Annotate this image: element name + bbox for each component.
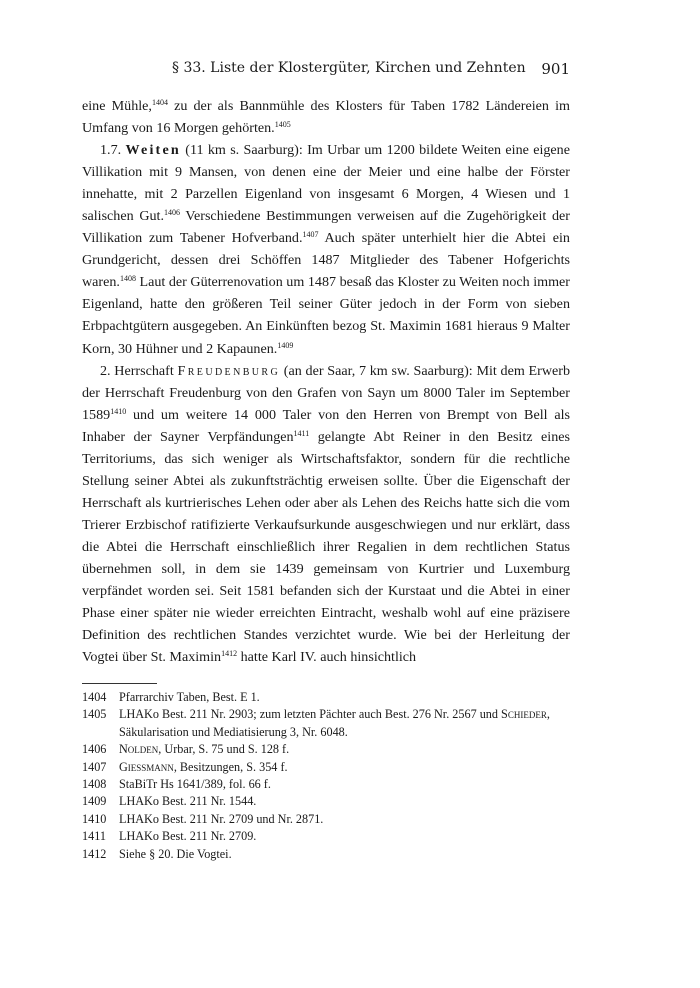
author-name: Giessmann xyxy=(119,759,174,774)
footnotes xyxy=(82,689,570,863)
author-name: Nolden xyxy=(119,742,159,757)
footnote-1406 xyxy=(82,741,570,758)
footnote-1409 xyxy=(82,793,570,810)
footnote-1410 xyxy=(82,811,570,828)
text-run: Laut der Güterrenovation um 1487 besaß das Kloster zu Weiten noch immer Eigenland, hatte den größeren Teil seiner Güter jedoch in der Form von sieben Erbpachtgütern ausgegeben. An Einkünften bezog St. Maximin 1681 hieraus 9 Malter Korn, 30 Hühner und 2 Kapaunen. xyxy=(82,274,570,357)
running-title: § 33. Liste der Klostergüter, Kirchen und Zehnten xyxy=(172,60,526,76)
text-run: hatte Karl IV. auch hinsichtlich xyxy=(237,649,417,666)
footnote-number: 1408 xyxy=(82,777,107,792)
footnote-ref[interactable]: 1408 xyxy=(119,274,136,284)
footnote-number: 1412 xyxy=(82,846,107,861)
footnote-number: 1405 xyxy=(82,707,107,722)
text-run: Verschiedene Bestimmungen verweisen auf die Zugehörigkeit der Villikation zum Tabener Hofverband. xyxy=(82,208,570,247)
footnote-ref[interactable]: 1405 xyxy=(274,120,291,130)
footnote-ref[interactable]: 1412 xyxy=(221,649,238,659)
footnote-number: 1410 xyxy=(82,811,107,826)
footnote-number: 1407 xyxy=(82,759,107,774)
footnote-number: 1409 xyxy=(82,794,107,809)
footnote-1408 xyxy=(82,776,570,793)
footnote-1412 xyxy=(82,846,570,863)
place-name-weiten: Weiten xyxy=(125,142,181,159)
section-number: 1.7. xyxy=(100,142,126,159)
text-run: eine Mühle, xyxy=(82,98,152,114)
footnote-text: LHAKo Best. 211 Nr. 1544. xyxy=(119,794,257,809)
page-number: 901 xyxy=(541,60,570,78)
section-number: 2. Herrschaft xyxy=(100,362,178,379)
footnote-number: 1406 xyxy=(82,742,107,757)
footnote-ref[interactable]: 1404 xyxy=(151,98,168,107)
footnote-text: , Besitzungen, S. 354 f. xyxy=(173,759,288,774)
footnote-ref[interactable]: 1406 xyxy=(163,208,180,218)
paragraph-freudenburg xyxy=(82,360,570,669)
running-header xyxy=(82,60,570,80)
footnote-text: StaBiTr Hs 1641/389, fol. 66 f. xyxy=(119,777,271,792)
paragraph-weiten xyxy=(82,139,570,359)
main-text xyxy=(82,95,570,668)
footnote-1411 xyxy=(82,828,570,845)
author-name: Schieder xyxy=(501,707,547,722)
footnote-text: Pfarrarchiv Taben, Best. E 1. xyxy=(119,690,260,704)
footnote-1404 xyxy=(82,689,570,706)
text-run: zu der als Bannmühle des Klosters für Taben 1782 Ländereien im Umfang von 16 Morgen gehörten. xyxy=(82,98,570,137)
footnote-1407 xyxy=(82,759,570,776)
text-run: (an der Saar, 7 km sw. Saarburg): Mit dem Erwerb der Herrschaft Freudenburg von den Grafen von Sayn um 8000 Taler im September 1589 xyxy=(82,362,570,423)
footnote-ref[interactable]: 1410 xyxy=(110,406,127,416)
text-run: (11 km s. Saarburg): Im Urbar um 1200 bildete Weiten eine eigene Villikation mit 9 Mansen, von denen eine der Meier und eine halbe der Förster innehatte, mit 2 Parzellen Eigenland von insgesamt 6 Morgen, 4 Wiesen und 1 salischen Gut. xyxy=(82,142,570,225)
text-run: und um weitere 14 000 Taler von den Herren von Brempt von Bell als Inhaber der Sayner Verpfändungen xyxy=(82,406,570,445)
footnote-text: Siehe § 20. Die Vogtei. xyxy=(119,846,232,861)
footnote-ref[interactable]: 1407 xyxy=(302,230,319,240)
footnote-text: , Säkularisation und Mediatisierung 3, Nr. 6048. xyxy=(119,707,550,739)
footnote-ref[interactable]: 1411 xyxy=(293,428,310,438)
footnote-number: 1404 xyxy=(82,690,107,704)
footnote-text: LHAKo Best. 211 Nr. 2903; zum letzten Pächter auch Best. 276 Nr. 2567 und xyxy=(119,707,502,722)
footnote-text: LHAKo Best. 211 Nr. 2709. xyxy=(119,829,257,844)
footnote-text: , Urbar, S. 75 und S. 128 f. xyxy=(158,742,290,757)
footnote-text: LHAKo Best. 211 Nr. 2709 und Nr. 2871. xyxy=(119,811,324,826)
place-name-freudenburg: Freudenburg xyxy=(177,362,281,379)
footnote-divider xyxy=(82,683,157,684)
footnote-ref[interactable]: 1409 xyxy=(277,340,294,350)
footnote-number: 1411 xyxy=(82,829,106,844)
footnote-1405 xyxy=(82,706,570,741)
text-run: gelangte Abt Reiner in den Besitz eines Territoriums, das sich weniger als Wirtschaftsfaktor, sondern für die rechtliche Stellung seiner Abtei als zukunftsträchtig erweisen sollte. Über die Eigenschaft der Herrschaft als kurtrierisches Lehen oder aber als Lehen des Reichs hatte sich die vom Trierer Erzbischof ratifizierte Verkaufsurkunde ausgeschwiegen und nur erklärt, dass die Abtei die Herrschaft einschließlich ihrer Regalien in dem rechtlichen Status übernehmen soll, in dem sie 1439 gemeinsam von Kurtrier und Luxemburg verpfändet worden sei. Seit 1581 befanden sich der Kurstaat und die Abtei in einer Phase einer später nie wieder erreichten Eintracht, weshalb wohl auf eine präzisere Definition des rechtlichen Standes verzichtet wurde. Wie bei der Herleitung der Vogtei über St. Maximin xyxy=(82,428,570,666)
paragraph-1 xyxy=(82,95,570,139)
text-run: Auch später unterhielt hier die Abtei ein Grundgericht, dessen drei Schöffen 1487 Mitglieder des Tabener Hofgerichts waren. xyxy=(82,230,570,291)
